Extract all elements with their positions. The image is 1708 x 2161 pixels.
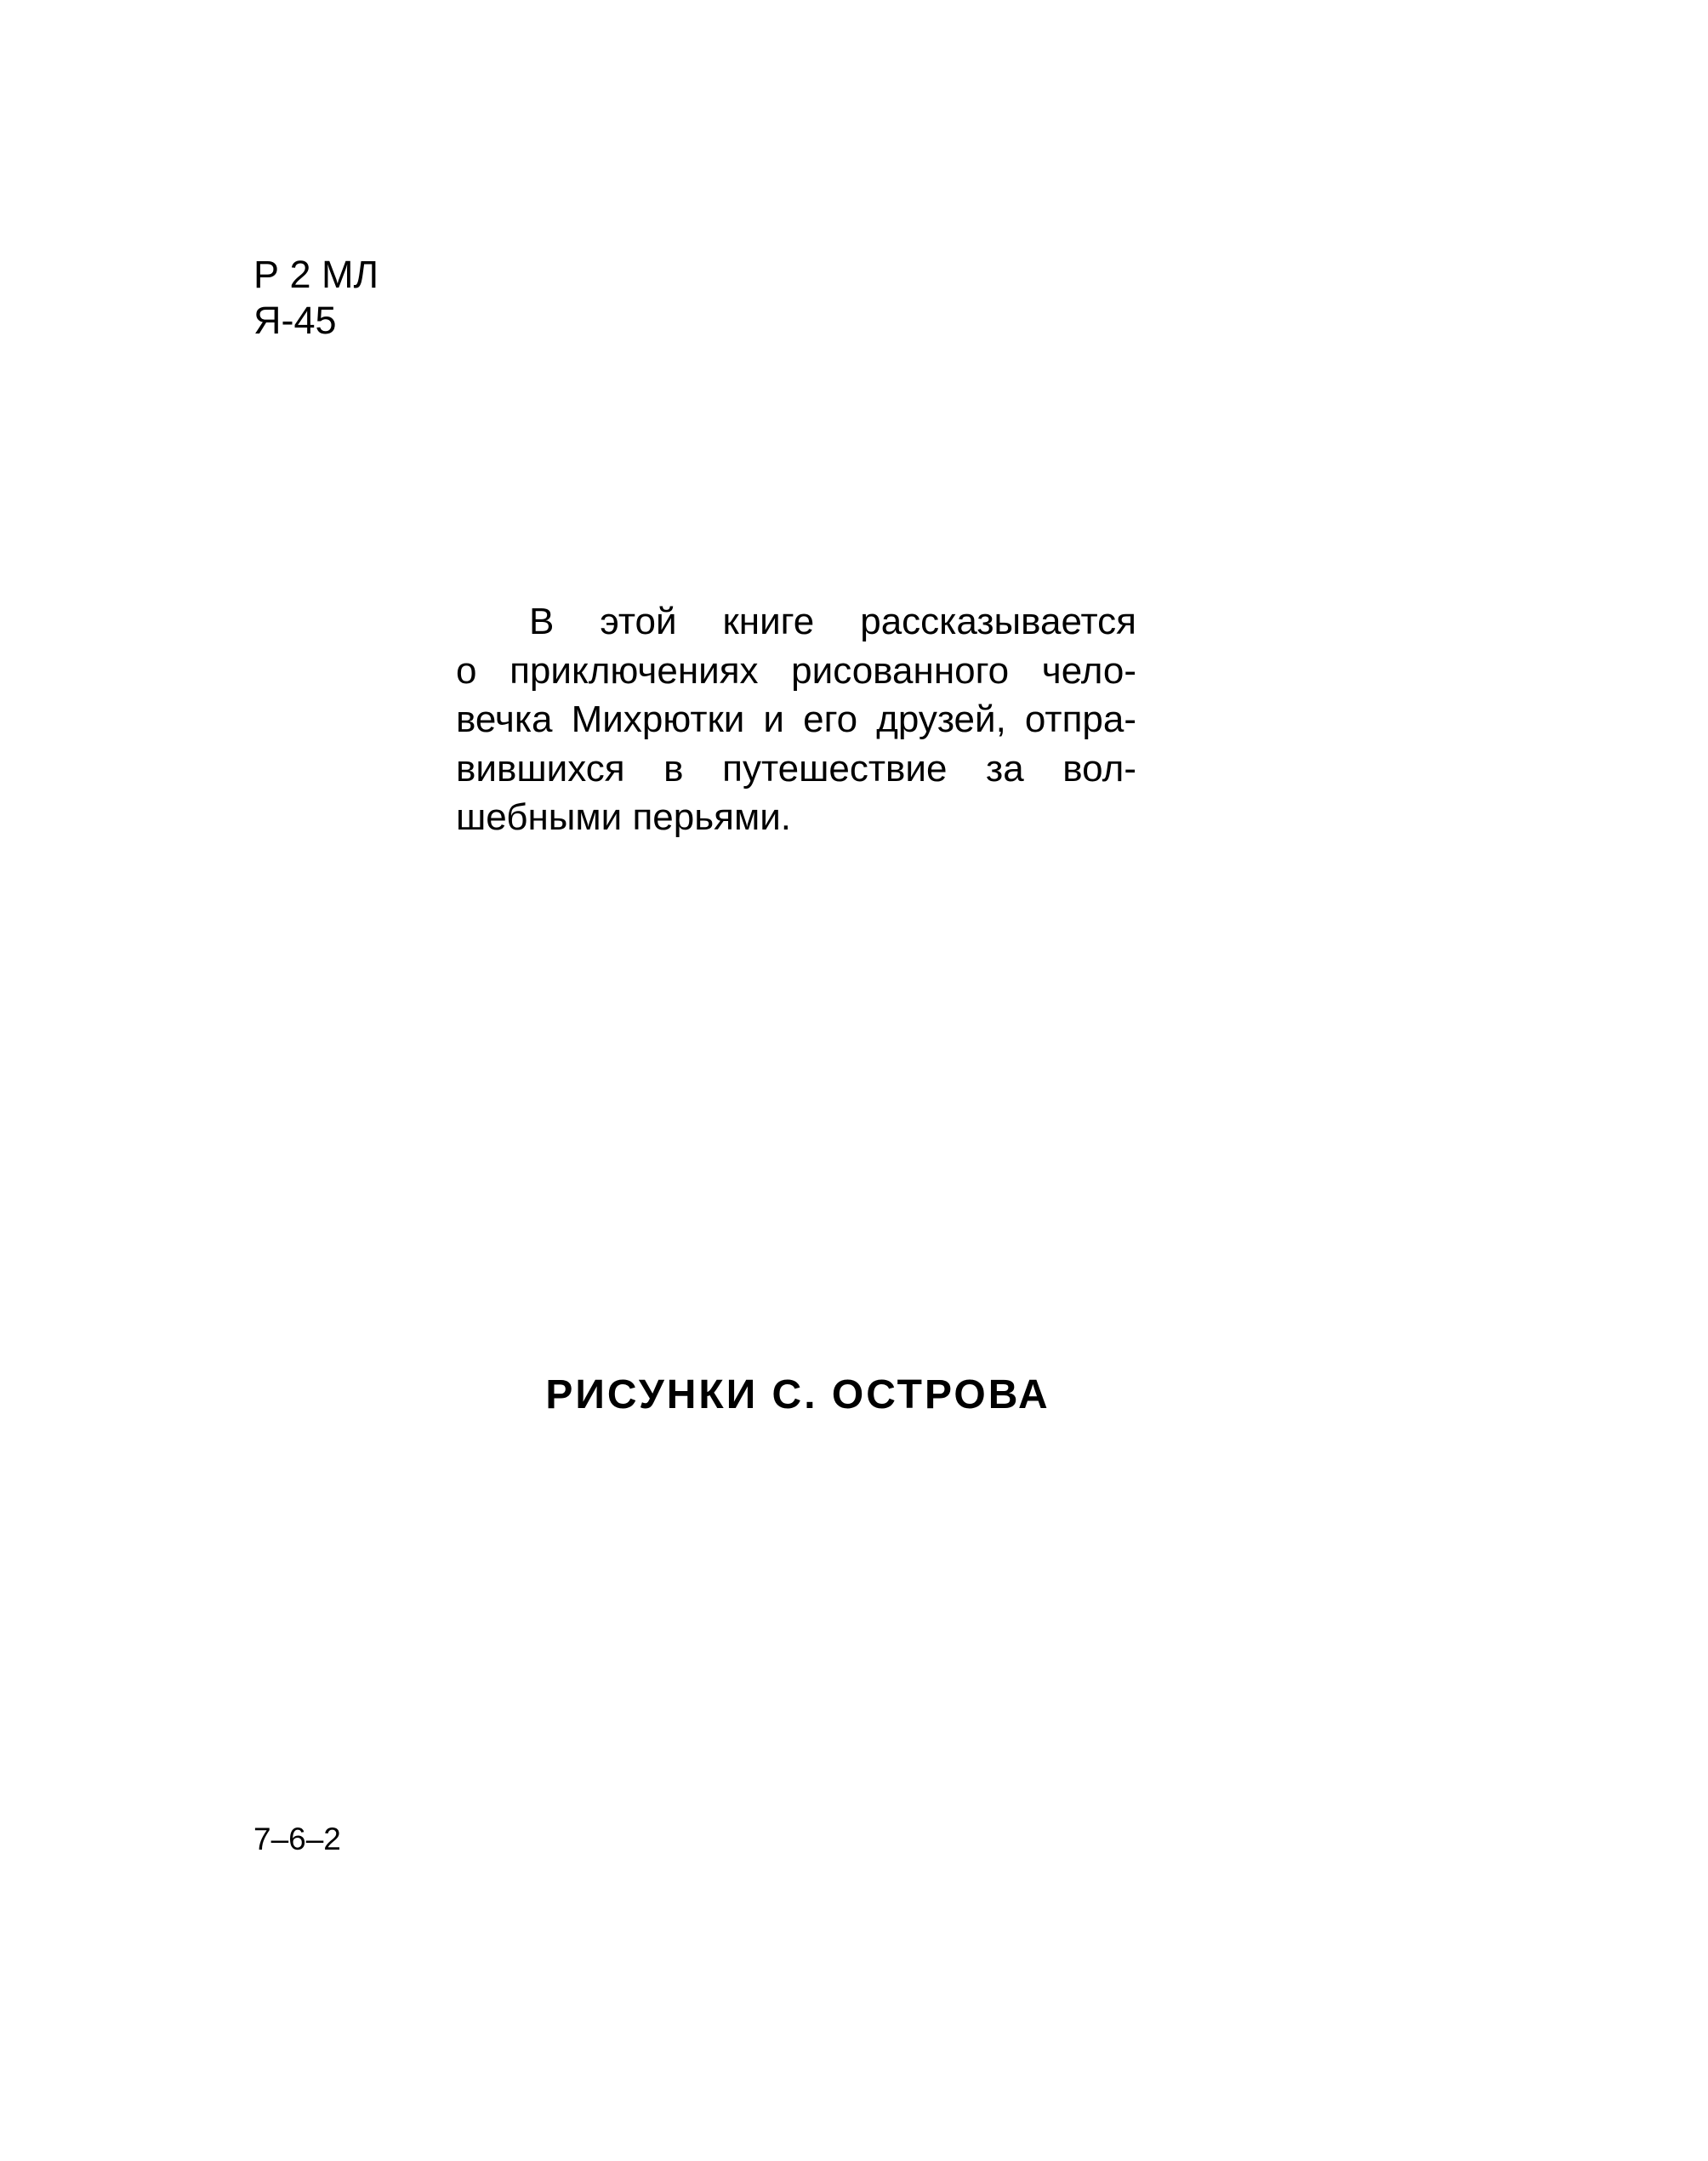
annotation-line: В этой книге рассказывается [529,601,1136,642]
author-mark: Я-45 [253,299,337,342]
annotation-line: шебными перьями. [456,796,792,838]
book-annotation [456,597,1136,842]
index-code: 7–6–2 [253,1822,341,1856]
annotation-line: вившихся в путешествие за вол- [456,747,1136,790]
classification-code: Р 2 МЛ [253,253,379,296]
annotation-line: вечка Михрютки и его друзей, отпра- [456,698,1136,740]
library-classification [253,252,379,344]
illustrator-credit: РИСУНКИ С. ОСТРОВА [545,1372,1050,1417]
annotation-line: о приключениях рисованного чело- [456,649,1136,692]
